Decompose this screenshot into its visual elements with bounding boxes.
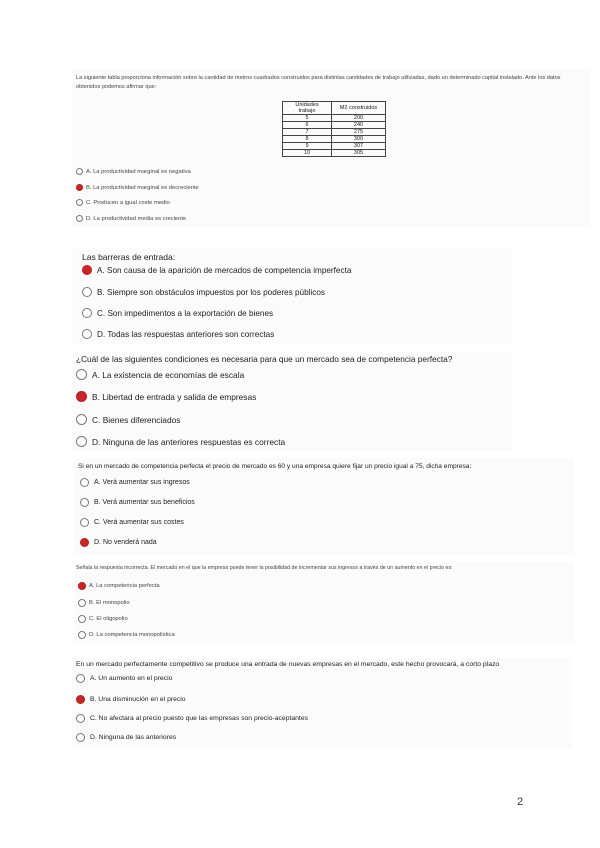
option-a[interactable] <box>76 369 244 380</box>
option-label: C. Verá aumentar sus costes <box>94 519 184 526</box>
option-c[interactable] <box>76 414 180 425</box>
question-text: Si en un mercado de competencia perfecta el precio de mercado es 60 y una empresa quiere fijar un precio igual a 75, dicha empresa: <box>78 463 472 470</box>
radio-button[interactable] <box>76 168 83 175</box>
radio-button[interactable] <box>78 615 86 623</box>
table-row <box>283 115 386 122</box>
question-block-4 <box>74 458 574 554</box>
option-b[interactable] <box>76 184 199 191</box>
question-text: Señala la respuesta incorrecta. El mercado en el que la empresa puede tener la posibilidad de incrementar sus ingresos a través de un aumento en el precio es: <box>76 565 453 571</box>
option-b[interactable] <box>82 287 325 297</box>
option-d[interactable] <box>76 215 186 222</box>
option-c[interactable] <box>76 714 308 723</box>
table-cell: 6 <box>283 122 332 129</box>
radio-button[interactable] <box>82 287 92 297</box>
option-b[interactable] <box>76 695 186 704</box>
radio-button[interactable] <box>76 215 83 222</box>
option-label: D. La competencia monopolística <box>89 632 175 638</box>
radio-button[interactable] <box>78 631 86 639</box>
table-cell: 307 <box>332 143 386 150</box>
option-label: D. No venderá nada <box>94 539 157 546</box>
question-block-3 <box>72 352 512 450</box>
table-row <box>283 136 386 143</box>
table-cell: 5 <box>283 115 332 122</box>
radio-button[interactable] <box>78 599 86 607</box>
option-a[interactable] <box>82 265 351 275</box>
option-a[interactable] <box>76 674 172 683</box>
radio-button-selected[interactable] <box>76 184 83 191</box>
option-b[interactable] <box>76 391 256 402</box>
question-text: Las barreras de entrada: <box>82 252 176 262</box>
table-header-row <box>283 102 386 115</box>
table-row <box>283 143 386 150</box>
option-label: D. Ninguna de las anteriores <box>90 734 177 741</box>
radio-button[interactable] <box>76 414 87 425</box>
radio-button[interactable] <box>82 329 92 339</box>
option-c[interactable] <box>76 199 170 206</box>
table-header-cell: M2 construidos <box>332 102 386 115</box>
radio-button[interactable] <box>80 498 89 507</box>
option-d[interactable] <box>76 733 176 742</box>
table-cell: 305 <box>332 150 386 157</box>
table-cell: 275 <box>332 129 386 136</box>
table-cell: 8 <box>283 136 332 143</box>
option-label: B. Una disminución en el precio <box>90 696 186 703</box>
radio-button-selected[interactable] <box>82 265 92 275</box>
option-d[interactable] <box>78 631 175 639</box>
option-d[interactable] <box>76 436 285 447</box>
table-cell: 240 <box>332 122 386 129</box>
option-label: B. Siempre son obstáculos impuestos por los poderes públicos <box>97 287 326 297</box>
option-label: C. Son impedimentos a la exportación de bienes <box>97 308 274 318</box>
radio-button[interactable] <box>76 674 85 683</box>
radio-button[interactable] <box>76 733 85 742</box>
data-table <box>282 101 386 157</box>
option-label: C. El oligopolio <box>89 616 128 622</box>
option-a[interactable] <box>78 582 160 590</box>
option-a[interactable] <box>80 478 190 487</box>
question-text: ¿Cuál de las siguientes condiciones es necesaria para que un mercado sea de competencia perfecta? <box>76 354 453 364</box>
question-text: La siguiente tabla proporciona información sobre la cantidad de metros cuadrados construidos para distintas cantidades de trabajo utilizadas, dado un determinado capital instalado. Ante los datos obtenidos podemos afirmar que: <box>76 75 561 90</box>
table-cell: 200 <box>332 115 386 122</box>
option-label: B. El monopolio <box>89 600 130 606</box>
option-c[interactable] <box>78 615 128 623</box>
question-block-6 <box>72 658 572 748</box>
option-label: B. Verá aumentar sus beneficios <box>94 499 195 506</box>
radio-button-selected[interactable] <box>80 538 89 547</box>
radio-button-selected[interactable] <box>78 582 86 590</box>
table-cell: 300 <box>332 136 386 143</box>
option-a[interactable] <box>76 168 191 175</box>
option-label: A. La existencia de economías de escala <box>92 369 245 380</box>
option-b[interactable] <box>78 599 130 607</box>
radio-button[interactable] <box>82 308 92 318</box>
option-label: C. Producen a igual coste medio <box>86 199 170 206</box>
option-label: C. Bienes diferenciados <box>92 414 181 425</box>
option-d[interactable] <box>80 538 157 547</box>
option-label: A. Verá aumentar sus ingresos <box>94 479 190 486</box>
option-label: D. Ninguna de las anteriores respuestas es correcta <box>92 436 286 447</box>
option-label: D. La productividad media es creciente <box>86 215 187 222</box>
option-label: B. La productividad marginal es decreciente <box>86 184 199 191</box>
radio-button-selected[interactable] <box>76 391 87 402</box>
radio-button[interactable] <box>76 436 87 447</box>
radio-button-selected[interactable] <box>76 695 85 704</box>
option-label: B. Libertad de entrada y salida de empresas <box>92 391 257 402</box>
radio-button[interactable] <box>76 714 85 723</box>
option-label: A. Un aumento en el precio <box>90 675 173 682</box>
radio-button[interactable] <box>76 369 87 380</box>
table-header-cell: Unidades trabajo <box>283 102 332 115</box>
option-label: D. Todas las respuestas anteriores son correctas <box>97 329 275 339</box>
option-label: A. Son causa de la aparición de mercados de competencia imperfecta <box>97 265 352 275</box>
table-row <box>283 150 386 157</box>
radio-button[interactable] <box>80 478 89 487</box>
question-block-1 <box>72 70 590 226</box>
option-c[interactable] <box>82 308 273 318</box>
table-row <box>283 129 386 136</box>
option-c[interactable] <box>80 518 184 527</box>
table-cell: 7 <box>283 129 332 136</box>
question-block-5 <box>74 562 574 644</box>
radio-button[interactable] <box>76 199 83 206</box>
question-text: En un mercado perfectamente competitivo se produce una entrada de nuevas empresas en el mercado, este hecho provocará, a corto plazo <box>76 661 500 668</box>
option-d[interactable] <box>82 329 274 339</box>
option-label: A. La productividad marginal es negativa <box>86 168 191 175</box>
table-cell: 10 <box>283 150 332 157</box>
option-b[interactable] <box>80 498 195 507</box>
question-block-2 <box>72 248 512 344</box>
table-cell: 9 <box>283 143 332 150</box>
table-row <box>283 122 386 129</box>
radio-button[interactable] <box>80 518 89 527</box>
option-label: A. La competencia perfecta <box>89 583 160 589</box>
option-label: C. No afectara al precio puesto que las empresas son precio-aceptantes <box>90 715 308 722</box>
page-number: 2 <box>517 796 524 808</box>
